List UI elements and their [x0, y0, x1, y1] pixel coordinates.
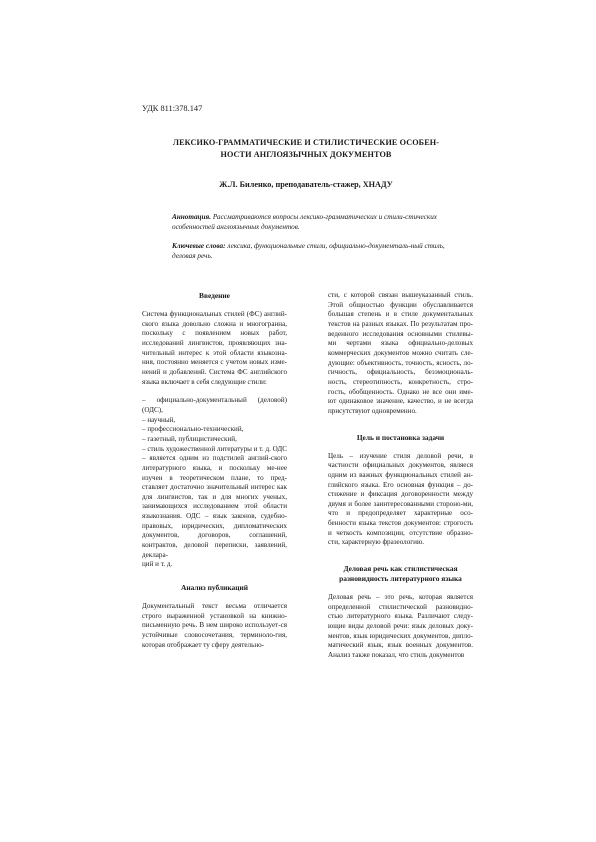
style-list-item: – научный,: [142, 415, 176, 424]
introduction-paragraph: Система функциональных стилей (ФС) англий-ского языка довольно сложна и многогранна, поскольку с появлением новых работ, исследований лингвистов, проявляющих зна-чительный интерес к этой области языкозна-ния, постоянно меняется с учетом новых изме-нений и добавлений. Система ФС английского языка включает в себя следующие стили:: [142, 310, 287, 386]
keywords: [172, 241, 456, 261]
section-heading-introduction: Введение: [199, 291, 230, 300]
style-list-item: – официально-документальный (деловой) (ОДС),: [142, 396, 287, 414]
keywords-text: лексика, функциональные стили, официально-документаль-ный стиль, деловая речь.: [172, 242, 445, 260]
article-title: [160, 137, 452, 161]
section-heading-goal: Цель и постановка задачи: [356, 432, 445, 442]
style-list-item: – стиль художественной литературы и т. д. ОДС – является одним из подстилей англий-ского литературного языка, и поскольку ме-нее изучен в теоретическом плане, то пред-ставляет достаточно значительный интерес как для лингвистов, так и для многих ученых, занимающихся исследованием этой области языкознания. ОДС – язык законов, судебно-правовых, юридических, дипломатических документов, договоров, соглашений, контрактов, деловой переписки, заявлений, деклара-: [142, 444, 287, 559]
section-heading-analysis: Анализ публикаций: [181, 583, 248, 593]
goal-paragraph: Цель – изучение стиля деловой речи, в частности официальных документов, являеся одним из важных функциональных стилей ан-глийского языка. Его основная функция – до-стижение и фиксация договоренности между двумя и более заинтересованными стороно-ми, что и предопределяет характерные осо-бенности языка текстов документов: строгость и четкость композиции, отсутствие образно-сти, характерную фразеологию.: [328, 451, 473, 547]
right-column: [328, 291, 473, 661]
udc-code: УДК 811:378.147: [142, 104, 203, 113]
author-line: Ж.Л. Биленко, преподаватель-стажер, ХНАДУ: [219, 180, 393, 189]
style-list-item: ций и т. д.: [142, 560, 173, 569]
section-heading-business-speech: Деловая речь как стилистическая разновидность литературного языка: [339, 564, 462, 584]
keywords-label: Ключевые слова:: [172, 242, 226, 250]
business-speech-paragraph: Деловая речь – это речь, которая является определенной стилистической разновидно-стью литературного языка. Различают следу-ющие виды деловой речи: язык деловых доку-ментов, язык юридических документов, дипло-матический язык, язык военных документов. Анализ также показал, что стиль документов: [328, 593, 473, 660]
abstract: [172, 212, 456, 232]
left-column: [142, 291, 287, 650]
abstract-text: Рассматриваются вопросы лексико-грамматических и стили-стических особенностей англоязычных документов.: [172, 213, 437, 231]
analysis-paragraph: Документальный текст весьма отличается строго выраженной установкой на книжно-письменную речь. В нем широко использует-ся устойчивые словосочетания, терминоло-гия, которая отображает ту сферу деятельно-: [142, 602, 287, 649]
article-title-line-2: НОСТИ АНГЛОЯЗЫЧНЫХ ДОКУМЕНТОВ: [220, 150, 392, 159]
style-list-item: – профессионально-технический,: [142, 425, 244, 434]
abstract-label: Аннотация.: [172, 213, 212, 221]
article-title-line-1: ЛЕКСИКО-ГРАММАТИЧЕСКИЕ И СТИЛИСТИЧЕСКИЕ ОСОБЕН-: [172, 138, 440, 147]
continued-paragraph: сти, с которой связан вышеуказанный стиль. Этой общностью функции обуславливается большая степень и в стиле документальных текстов на разных языках. По результатам про-веденного исследования основными стилевы-ми чертами языка официально-деловых коммерческих документов можно считать сле-дующие: объективность, точность, ясность, ло-гичность, официальность, безэмоциональ-ность, стереотипность, конкретность, стро-гость, обобщенность. Однако не все они име-ют одинаковое значение, качество, и не всегда присутствуют одновременно.: [328, 291, 473, 415]
style-list-item: – газетный, публицистический,: [142, 434, 237, 443]
